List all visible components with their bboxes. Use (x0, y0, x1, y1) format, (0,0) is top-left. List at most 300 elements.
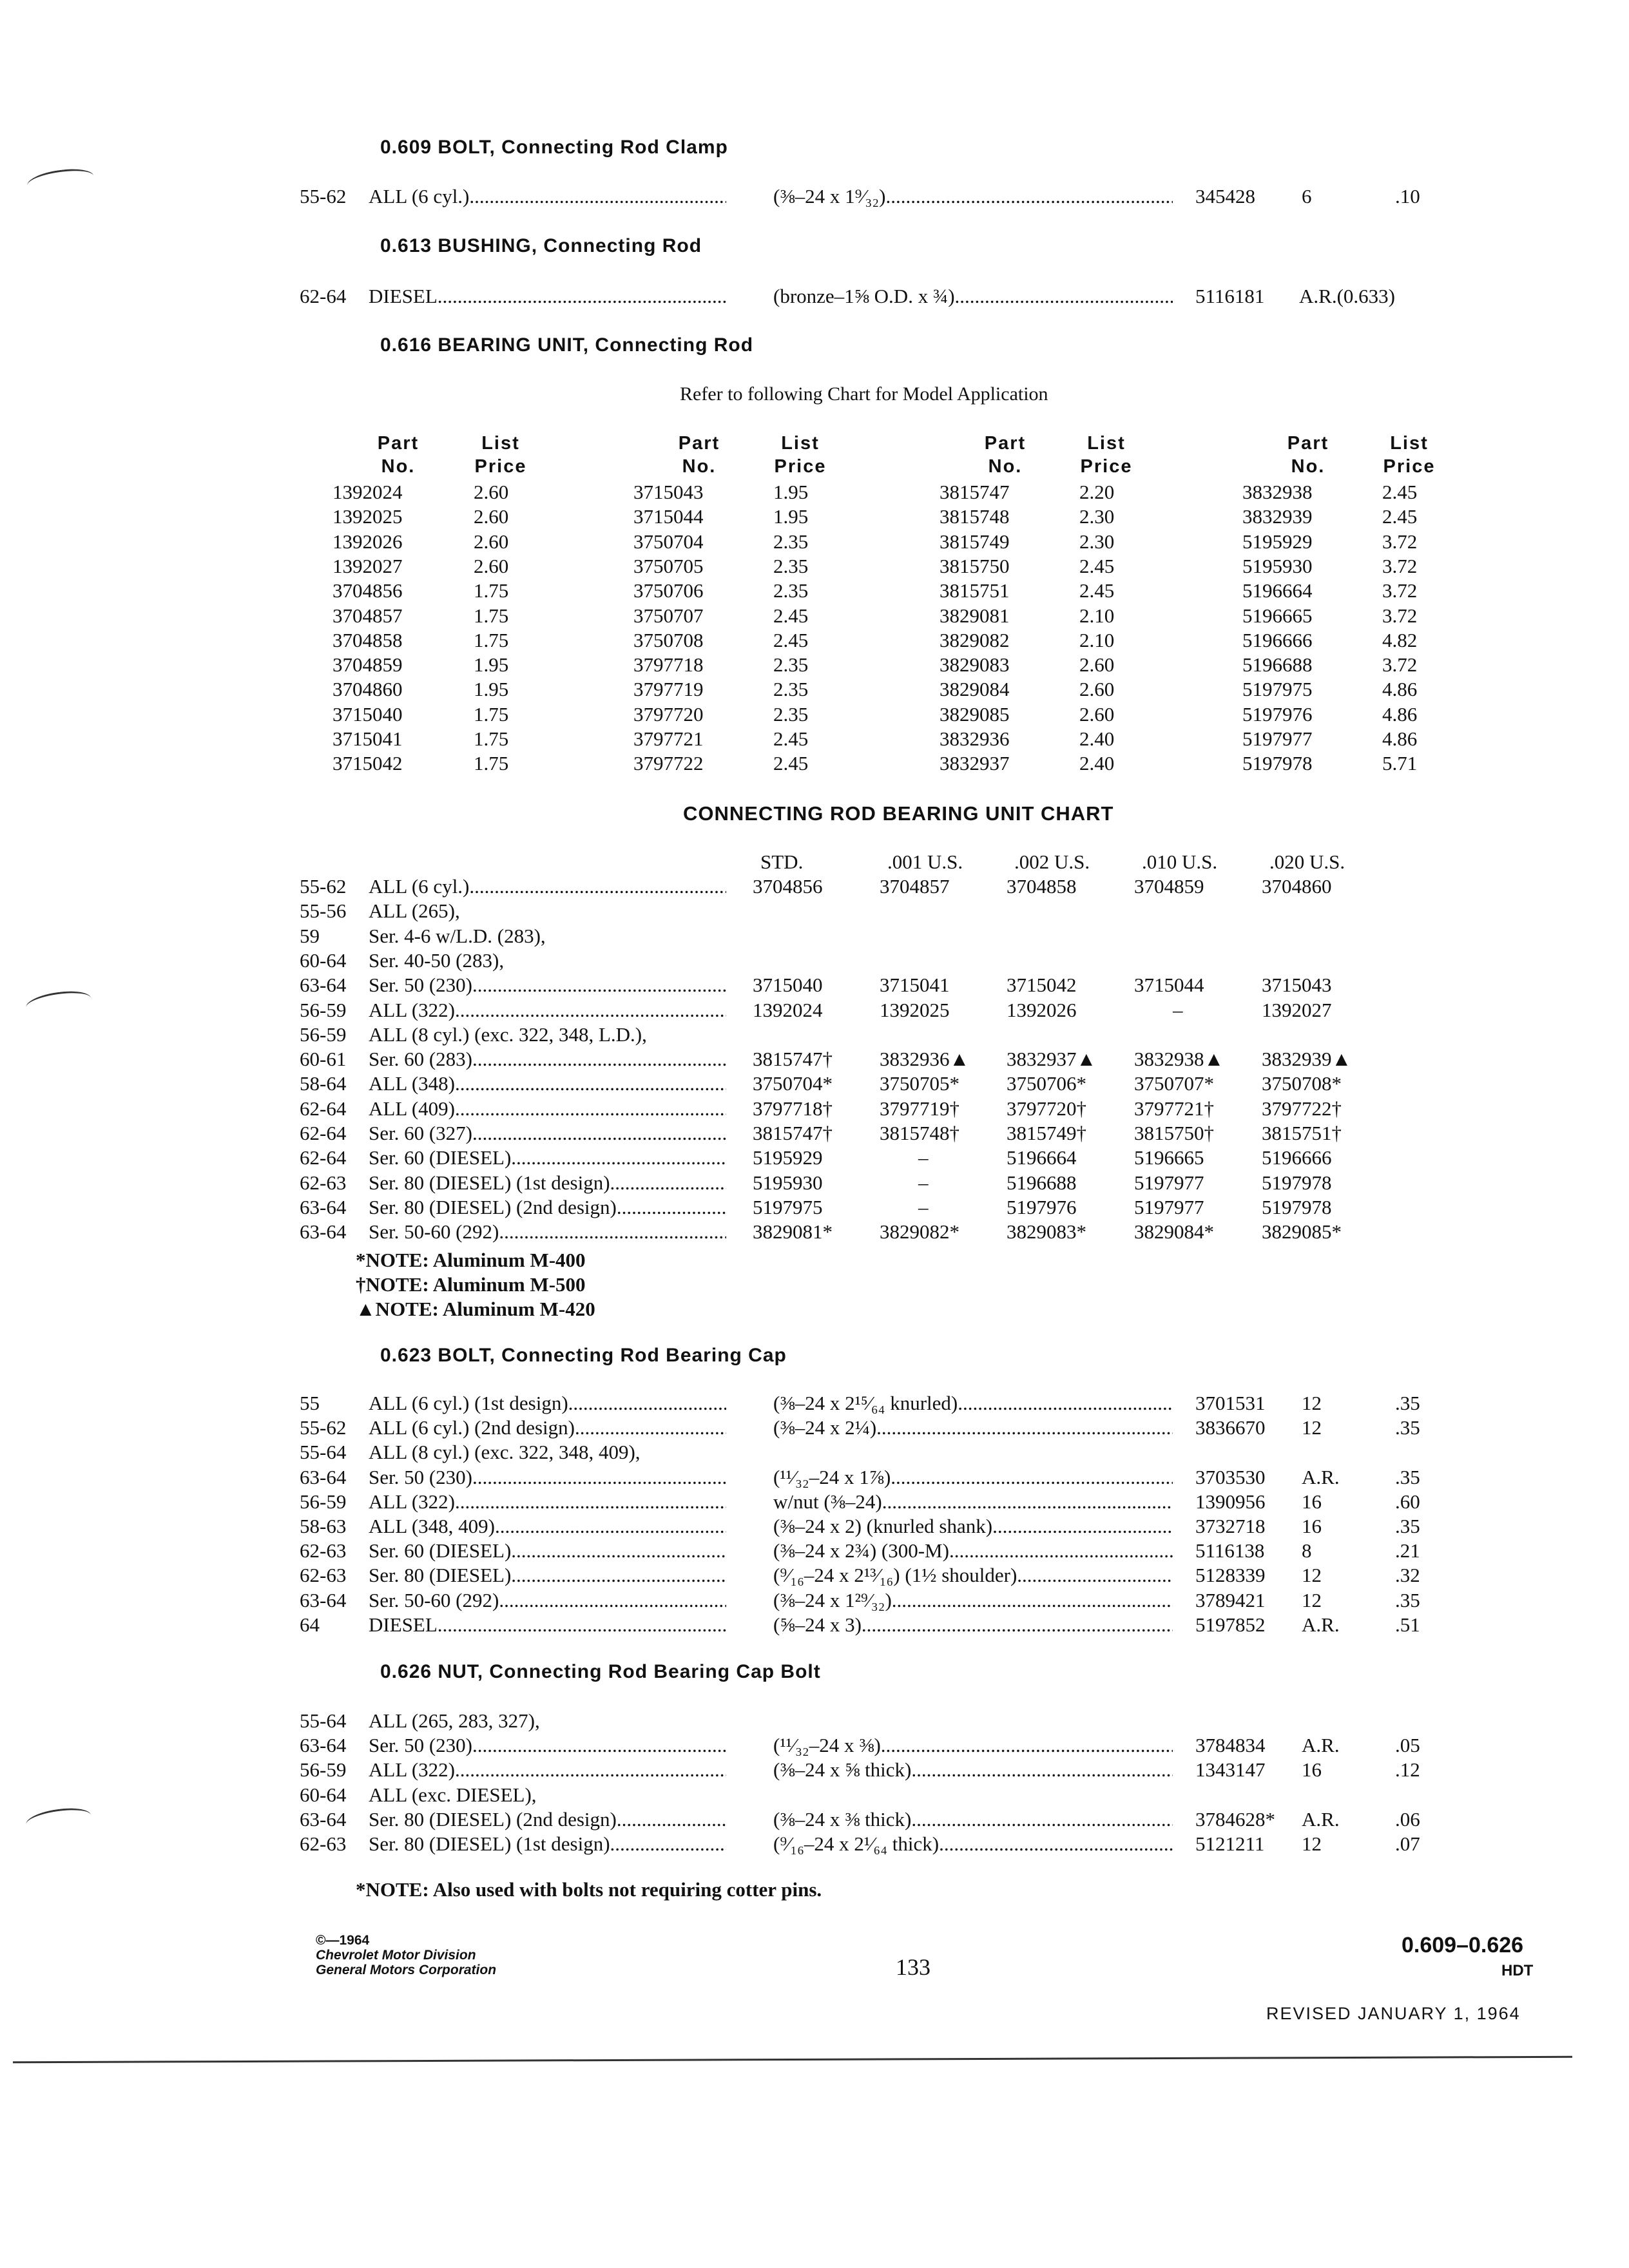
row-part-number: 3789421 (1195, 1588, 1266, 1611)
grid-list-price: 2.35 (773, 530, 809, 553)
row-part-number: 3732718 (1195, 1515, 1266, 1537)
grid-list-price: 2.35 (773, 554, 809, 577)
row-price: .35 (1395, 1588, 1420, 1611)
grid-list-price: 2.35 (773, 678, 809, 701)
chart-row-desc (369, 999, 726, 1022)
grid-part-number: 3704859 (333, 653, 403, 677)
grid-part-number: 3829085 (940, 702, 1010, 726)
chart-cell: 3715042 (1007, 974, 1077, 997)
chart-cell: 3715040 (753, 974, 823, 997)
chart-row-desc: Ser. 4-6 w/L.D. (283), (369, 924, 546, 947)
chart-row-desc: ALL (8 cyl.) (exc. 322, 348, L.D.), (369, 1023, 647, 1046)
grid-part-number: 5197976 (1242, 702, 1313, 726)
chart-cell: 5197977 (1134, 1195, 1204, 1218)
page-code: HDT (1501, 1962, 1534, 1979)
chart-cell: 5196688 (1007, 1171, 1077, 1194)
row-desc-text: Ser. 60 (DIESEL) (369, 1539, 512, 1562)
grid-part-number: 3704858 (333, 628, 403, 651)
row-desc-text: Ser. 80 (DIESEL) (2nd design) (369, 1807, 617, 1831)
grid-list-price: 3.72 (1382, 653, 1418, 677)
chart-cell: 5197978 (1262, 1171, 1332, 1194)
chart-cell: 3797720† (1007, 1097, 1086, 1120)
chart-cell: 5196664 (1007, 1146, 1077, 1169)
copyright-line: Chevrolet Motor Division (316, 1948, 476, 1963)
row-part-number: 3701531 (1195, 1392, 1266, 1414)
row-desc (369, 1589, 726, 1612)
grid-part-number: 5197977 (1242, 727, 1313, 750)
chart-row-desc (369, 974, 726, 997)
col-header-price: Price (1383, 456, 1436, 477)
chart-cell: 3750704* (753, 1072, 833, 1095)
chart-cell: 3750707* (1134, 1072, 1214, 1095)
row-spec-text: (⅜–24 x ⅝ thick) (773, 1758, 912, 1782)
section-heading-626: 0.626 NUT, Connecting Rod Bearing Cap Bolt (380, 1661, 821, 1682)
grid-list-price: 2.60 (1079, 702, 1115, 726)
section-heading-623: 0.623 BOLT, Connecting Rod Bearing Cap (380, 1345, 787, 1366)
row-desc (369, 1832, 726, 1856)
grid-list-price: 2.45 (773, 628, 809, 651)
row-spec (773, 1416, 1173, 1439)
row-years: 62-63 (300, 1539, 347, 1562)
row-desc-text: ALL (322) (369, 1490, 456, 1513)
row-spec (773, 1808, 1173, 1831)
chart-row-years: 62-63 (300, 1171, 347, 1194)
grid-list-price: 2.45 (1382, 481, 1418, 503)
grid-part-number: 3815748 (940, 505, 1010, 528)
grid-part-number: 3715040 (333, 702, 403, 726)
row-years: 55-64 (300, 1709, 347, 1732)
row-desc-text: ALL (322) (369, 1758, 456, 1782)
grid-part-number: 5196664 (1242, 579, 1313, 602)
row-part-number: 5116138 (1195, 1539, 1265, 1562)
row-years: 63-64 (300, 1807, 347, 1831)
row-quantity: 8 (1302, 1539, 1312, 1562)
chart-cell: 3704856 (753, 875, 823, 898)
chart-cell: 3815747† (753, 1048, 833, 1071)
row-price: .35 (1395, 1465, 1420, 1488)
row-part-number: 5128339 (1195, 1564, 1266, 1587)
grid-part-number: 5197975 (1242, 678, 1313, 701)
grid-list-price: 2.60 (474, 530, 509, 553)
page-number: 133 (896, 1954, 930, 1980)
grid-list-price: 1.75 (474, 727, 509, 750)
row-price: .21 (1395, 1539, 1420, 1562)
grid-part-number: 3832938 (1242, 481, 1313, 503)
row-desc-text: Ser. 50 (230) (369, 1734, 473, 1757)
col-header-price: Price (474, 456, 527, 477)
chart-cell: 3815747† (753, 1122, 833, 1144)
row-desc (369, 1758, 726, 1782)
chart-row-desc-text: ALL (6 cyl.) (369, 875, 470, 898)
grid-list-price: 2.60 (474, 554, 509, 577)
row-years: 63-64 (300, 1734, 347, 1757)
row-part-number: 3784628* (1195, 1807, 1275, 1831)
row-spec (773, 1832, 1173, 1856)
row-years: 63-64 (300, 1588, 347, 1611)
row-spec (773, 1589, 1173, 1612)
grid-list-price: 1.75 (474, 579, 509, 602)
grid-part-number: 3715044 (633, 505, 704, 528)
chart-cell: 1392025 (880, 998, 950, 1021)
grid-part-number: 3815749 (940, 530, 1010, 553)
chart-row-desc-text: Ser. 60 (283) (369, 1048, 473, 1071)
row-desc-text: ALL (348, 409) (369, 1515, 496, 1537)
chart-row-desc (369, 1146, 726, 1169)
row-spec-text: (⅜–24 x 2) (knurled shank) (773, 1515, 993, 1537)
row-quantity: 12 (1302, 1392, 1322, 1414)
row-spec (773, 1734, 1173, 1757)
chart-cell: 5197977 (1134, 1171, 1204, 1194)
revised-date: REVISED JANUARY 1, 1964 (1266, 2004, 1521, 2023)
grid-list-price: 4.82 (1382, 628, 1418, 651)
copyright-line: General Motors Corporation (316, 1963, 497, 1977)
copyright (316, 1933, 496, 1977)
row-desc (369, 185, 726, 208)
chart-row-desc-text: Ser. 80 (DIESEL) (2nd design) (369, 1195, 617, 1218)
grid-list-price: 2.40 (1079, 727, 1115, 750)
chart-row-years: 63-64 (300, 1220, 347, 1244)
grid-part-number: 3704857 (333, 604, 403, 627)
row-spec-text: (⅜–24 x 1²⁹⁄₃₂) (773, 1588, 892, 1611)
grid-part-number: 3815751 (940, 579, 1010, 602)
chart-row-desc-text: Ser. 80 (DIESEL) (1st design) (369, 1171, 610, 1194)
col-header-part: No. (1291, 456, 1325, 477)
grid-list-price: 2.40 (1079, 752, 1115, 775)
grid-list-price: 1.75 (474, 752, 509, 775)
grid-part-number: 5196666 (1242, 628, 1313, 651)
grid-part-number: 5196665 (1242, 604, 1313, 627)
margin-mark (26, 166, 95, 196)
row-desc-text: Ser. 80 (DIESEL) (369, 1564, 512, 1587)
chart-row-years: 62-64 (300, 1146, 347, 1169)
row-desc: ALL (265, 283, 327), (369, 1709, 540, 1732)
row-desc (369, 1490, 726, 1514)
chart-row-desc-text: ALL (409) (369, 1097, 456, 1120)
grid-list-price: 2.30 (1079, 530, 1115, 553)
grid-part-number: 3797718 (633, 653, 704, 677)
chart-cell: 5197976 (1007, 1195, 1077, 1218)
cotter-pin-note: *NOTE: Also used with bolts not requiring cotter pins. (356, 1878, 822, 1901)
chart-row-years: 63-64 (300, 974, 347, 997)
chart-col-header: .001 U.S. (887, 850, 963, 873)
row-desc-text: DIESEL (369, 1613, 438, 1636)
chart-cell: 3715044 (1134, 974, 1204, 997)
grid-part-number: 3797719 (633, 678, 704, 701)
chart-row-years: 55-62 (300, 875, 347, 898)
chart-row-desc (369, 1220, 726, 1244)
row-spec-text: w/nut (⅜–24) (773, 1490, 882, 1513)
chart-cell: 3797721† (1134, 1097, 1214, 1120)
grid-part-number: 3832939 (1242, 505, 1313, 528)
section-heading-616: 0.616 BEARING UNIT, Connecting Rod (380, 334, 754, 356)
col-header-price: Price (1080, 456, 1133, 477)
row-spec-text: (⅜–24 x 2¹⁵⁄₆₄ knurled) (773, 1392, 958, 1414)
row-desc-text: ALL (6 cyl.) (2nd design) (369, 1416, 575, 1439)
col-header-part: Part (377, 433, 419, 454)
grid-list-price: 1.95 (773, 481, 809, 503)
chart-cell: 3797722† (1262, 1097, 1342, 1120)
col-header-price: List (1087, 433, 1126, 454)
col-header-price: List (781, 433, 820, 454)
chart-row-desc (369, 1122, 726, 1145)
grid-part-number: 5195929 (1242, 530, 1313, 553)
grid-part-number: 1392026 (333, 530, 403, 553)
margin-mark (24, 1805, 93, 1835)
col-header-price: List (1390, 433, 1429, 454)
col-header-price: Price (774, 456, 827, 477)
row-years: 56-59 (300, 1758, 347, 1782)
chart-footnote: †NOTE: Aluminum M-500 (356, 1273, 586, 1296)
col-header-part: Part (678, 433, 720, 454)
row-desc (369, 1515, 726, 1538)
chart-cell: 3829082* (880, 1220, 959, 1244)
col-header-price: List (481, 433, 520, 454)
row-part-number: 1390956 (1195, 1490, 1266, 1513)
row-spec-text: (⅝–24 x 3) (773, 1613, 862, 1636)
chart-footnote: ▲NOTE: Aluminum M-420 (356, 1298, 595, 1320)
grid-list-price: 2.30 (1079, 505, 1115, 528)
row-part-number: 3784834 (1195, 1734, 1266, 1757)
chart-col-header: STD. (760, 850, 804, 873)
row-spec (773, 285, 1173, 308)
chart-cell: 3704859 (1134, 875, 1204, 898)
chart-cell: 3797719† (880, 1097, 959, 1120)
chart-cell: 3704860 (1262, 875, 1332, 898)
chart-row-desc-text: ALL (322) (369, 998, 456, 1021)
row-years: 55-62 (300, 1416, 347, 1439)
chart-cell: 3715041 (880, 974, 950, 997)
chart-cell: 3832937▲ (1007, 1048, 1097, 1071)
row-years: 55-62 (300, 185, 347, 207)
grid-list-price: 2.60 (474, 481, 509, 503)
row-spec-text: (¹¹⁄₃₂–24 x 1⅞) (773, 1465, 891, 1488)
col-header-part: Part (1287, 433, 1329, 454)
grid-part-number: 1392025 (333, 505, 403, 528)
row-years: 62-63 (300, 1832, 347, 1855)
chart-row-years: 60-61 (300, 1048, 347, 1071)
grid-list-price: 3.72 (1382, 554, 1418, 577)
row-quantity: 16 (1302, 1515, 1322, 1537)
row-years: 63-64 (300, 1465, 347, 1488)
bottom-rule (13, 2056, 1572, 2063)
grid-part-number: 3797721 (633, 727, 704, 750)
chart-row-years: 62-64 (300, 1097, 347, 1120)
chart-row-desc-text: ALL (348) (369, 1072, 456, 1095)
chart-cell: 3829085* (1262, 1220, 1342, 1244)
row-price: .35 (1395, 1515, 1420, 1537)
chart-col-header: .020 U.S. (1269, 850, 1345, 873)
row-desc (369, 1416, 726, 1439)
chart-footnote: *NOTE: Aluminum M-400 (356, 1249, 586, 1271)
row-part-number: 345428 (1195, 185, 1255, 207)
grid-part-number: 3815747 (940, 481, 1010, 503)
chart-cell: 3815751† (1262, 1122, 1342, 1144)
grid-list-price: 1.75 (474, 628, 509, 651)
col-header-part: No. (988, 456, 1023, 477)
grid-part-number: 3829081 (940, 604, 1010, 627)
row-quantity: A.R. (1302, 1734, 1340, 1757)
chart-cell: 5197975 (753, 1195, 823, 1218)
chart-cell: 1392026 (1007, 998, 1077, 1021)
grid-part-number: 3750704 (633, 530, 704, 553)
row-years: 62-64 (300, 285, 347, 307)
row-quantity: A.R. (1302, 1807, 1340, 1831)
chart-row-years: 56-59 (300, 1023, 347, 1046)
grid-part-number: 3750707 (633, 604, 704, 627)
chart-cell: – (918, 1171, 929, 1194)
grid-list-price: 2.20 (1079, 481, 1115, 503)
grid-list-price: 3.72 (1382, 579, 1418, 602)
row-desc (369, 1466, 726, 1489)
row-spec (773, 1758, 1173, 1782)
grid-part-number: 3750706 (633, 579, 704, 602)
row-desc (369, 1539, 726, 1562)
row-quantity: 16 (1302, 1490, 1322, 1513)
col-header-part: No. (682, 456, 717, 477)
row-price: .51 (1395, 1613, 1420, 1636)
section-heading-609: 0.609 BOLT, Connecting Rod Clamp (380, 137, 728, 158)
grid-list-price: 1.75 (474, 604, 509, 627)
margin-mark (24, 988, 93, 1018)
grid-part-number: 1392024 (333, 481, 403, 503)
chart-cell: 3704858 (1007, 875, 1077, 898)
chart-cell: – (1173, 998, 1183, 1021)
row-price: .06 (1395, 1807, 1420, 1831)
grid-part-number: 3704860 (333, 678, 403, 701)
chart-row-desc-text: Ser. 50-60 (292) (369, 1220, 499, 1244)
row-spec-text: (⅜–24 x 2¾) (300-M) (773, 1539, 949, 1562)
chart-row-desc-text: Ser. 60 (327) (369, 1122, 473, 1144)
row-spec (773, 1539, 1173, 1562)
chart-row-desc: Ser. 40-50 (283), (369, 948, 505, 972)
grid-list-price: 2.10 (1079, 628, 1115, 651)
grid-part-number: 3715042 (333, 752, 403, 775)
refer-note: Refer to following Chart for Model Application (680, 383, 1048, 405)
grid-part-number: 5197978 (1242, 752, 1313, 775)
chart-row-years: 62-64 (300, 1122, 347, 1144)
row-spec (773, 1613, 1173, 1637)
grid-part-number: 3704856 (333, 579, 403, 602)
row-part-number: 5121211 (1195, 1832, 1265, 1855)
chart-row-desc (369, 1072, 726, 1095)
row-desc (369, 1392, 726, 1415)
row-desc (369, 1734, 726, 1757)
chart-cell: 5197978 (1262, 1195, 1332, 1218)
row-quantity: 12 (1302, 1564, 1322, 1587)
row-quantity: 12 (1302, 1588, 1322, 1611)
col-header-part: Part (984, 433, 1027, 454)
row-years: 60-64 (300, 1783, 347, 1806)
row-quantity: A.R. (1302, 1465, 1340, 1488)
grid-list-price: 2.60 (1079, 678, 1115, 701)
grid-list-price: 4.86 (1382, 678, 1418, 701)
chart-cell: 3815748† (880, 1122, 959, 1144)
grid-list-price: 4.86 (1382, 727, 1418, 750)
grid-part-number: 3829084 (940, 678, 1010, 701)
row-quantity: 12 (1302, 1416, 1322, 1439)
chart-row-desc (369, 1196, 726, 1219)
chart-row-desc (369, 875, 726, 898)
row-quantity: 6 (1302, 185, 1312, 207)
page-range: 0.609–0.626 (1402, 1933, 1524, 1957)
row-spec-text: (bronze–1⅝ O.D. x ¾) (773, 285, 955, 307)
row-spec-text: (⁹⁄₁₆–24 x 2¹³⁄₁₆) (1½ shoulder) (773, 1564, 1017, 1587)
row-desc: ALL (8 cyl.) (exc. 322, 348, 409), (369, 1441, 641, 1464)
grid-list-price: 2.45 (773, 727, 809, 750)
chart-cell: 3750708* (1262, 1072, 1342, 1095)
grid-list-price: 1.95 (474, 653, 509, 677)
chart-cell: 3829084* (1134, 1220, 1214, 1244)
chart-row-years: 63-64 (300, 1195, 347, 1218)
chart-cell: 3704857 (880, 875, 950, 898)
chart-cell: 5195930 (753, 1171, 823, 1194)
chart-row-years: 55-56 (300, 899, 347, 923)
row-quantity: 12 (1302, 1832, 1322, 1855)
chart-cell: 3829081* (753, 1220, 833, 1244)
row-desc-text: DIESEL (369, 285, 438, 307)
row-years: 56-59 (300, 1490, 347, 1513)
chart-cell: 3797718† (753, 1097, 833, 1120)
chart-row-desc (369, 1048, 726, 1071)
grid-part-number: 5196688 (1242, 653, 1313, 677)
row-spec (773, 1392, 1173, 1415)
chart-cell: 3815749† (1007, 1122, 1086, 1144)
grid-part-number: 5195930 (1242, 554, 1313, 577)
row-spec (773, 185, 1173, 208)
grid-part-number: 1392027 (333, 554, 403, 577)
chart-cell: 3832938▲ (1134, 1048, 1224, 1071)
row-part-number: 3703530 (1195, 1465, 1266, 1488)
grid-part-number: 3715043 (633, 481, 704, 503)
row-part-number: 5197852 (1195, 1613, 1266, 1636)
row-desc-text: ALL (6 cyl.) (369, 185, 470, 207)
chart-cell: 1392027 (1262, 998, 1332, 1021)
grid-list-price: 3.72 (1382, 604, 1418, 627)
chart-row-desc (369, 1097, 726, 1120)
row-spec-text: (⅜–24 x 1⁹⁄₃₂) (773, 185, 886, 207)
section-heading-613: 0.613 BUSHING, Connecting Rod (380, 235, 702, 256)
chart-row-years: 59 (300, 924, 320, 947)
row-price: .60 (1395, 1490, 1420, 1513)
row-desc-text: Ser. 50-60 (292) (369, 1588, 499, 1611)
grid-list-price: 3.72 (1382, 530, 1418, 553)
row-quantity: A.R.(0.633) (1299, 285, 1395, 307)
chart-row-years: 58-64 (300, 1072, 347, 1095)
chart-row-desc-text: Ser. 60 (DIESEL) (369, 1146, 512, 1169)
chart-cell: 5196666 (1262, 1146, 1332, 1169)
grid-part-number: 3750705 (633, 554, 704, 577)
row-years: 55 (300, 1392, 320, 1414)
chart-title: CONNECTING ROD BEARING UNIT CHART (683, 802, 1114, 825)
row-spec (773, 1466, 1173, 1489)
row-spec-text: (¹¹⁄₃₂–24 x ⅜) (773, 1734, 881, 1757)
row-price: .05 (1395, 1734, 1420, 1757)
copyright-line: ©—1964 (316, 1933, 370, 1948)
grid-list-price: 2.45 (773, 752, 809, 775)
row-quantity: A.R. (1302, 1613, 1340, 1636)
row-spec (773, 1564, 1173, 1587)
row-spec-text: (⁹⁄₁₆–24 x 2¹⁄₆₄ thick) (773, 1832, 940, 1855)
row-years: 55-64 (300, 1441, 347, 1464)
chart-row-desc-text: Ser. 50 (230) (369, 974, 473, 997)
grid-list-price: 1.75 (474, 702, 509, 726)
grid-list-price: 1.95 (773, 505, 809, 528)
chart-cell: 3750705* (880, 1072, 959, 1095)
grid-part-number: 3832936 (940, 727, 1010, 750)
row-years: 64 (300, 1613, 320, 1636)
chart-cell: 3715043 (1262, 974, 1332, 997)
row-price: .07 (1395, 1832, 1420, 1855)
